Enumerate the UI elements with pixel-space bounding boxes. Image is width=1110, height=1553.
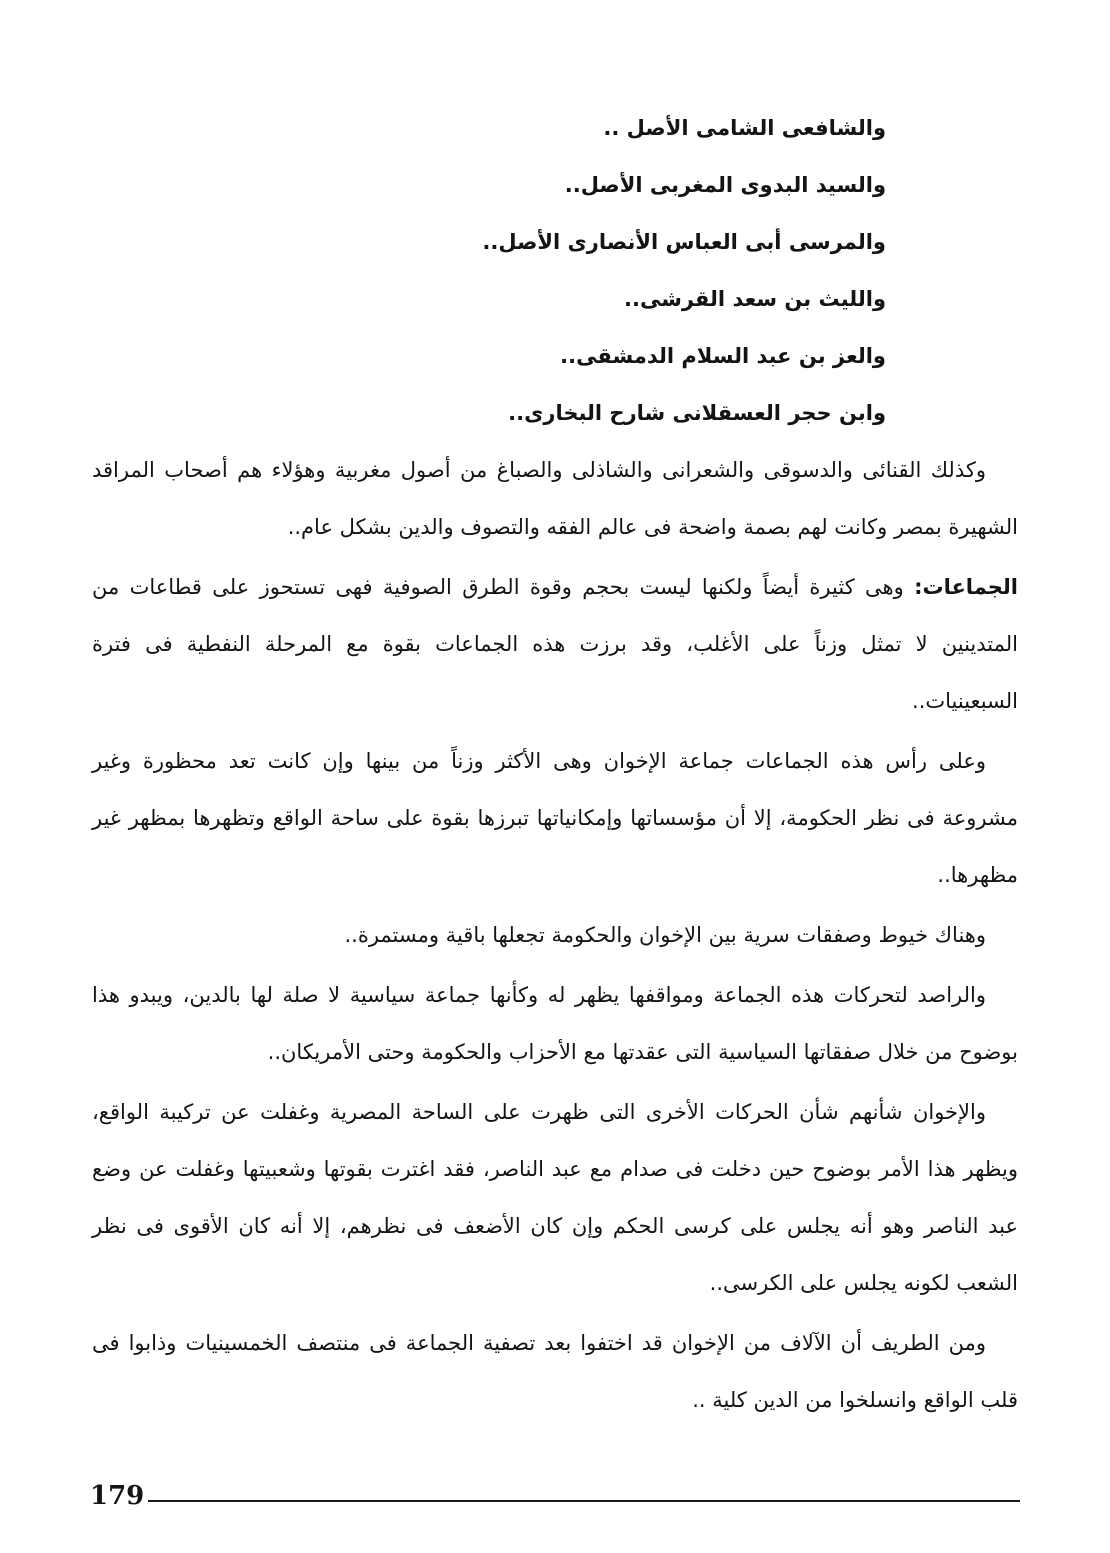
paragraph-sufi-origins: وكذلك القنائى والدسوقى والشعرانى والشاذلى والصباغ من أصول مغربية وهؤلاء هم أصحاب المراقد الشهيرة بمصر وكانت لهم بصمة واضحة فى عالم الفقه والتصوف والدين بشكل عام.. [92,458,1018,539]
paragraph-nasser: والإخوان شأنهم شأن الحركات الأخرى التى ظهرت على الساحة المصرية وغفلت عن تركيبة الواقع، ويظهر هذا الأمر بوضوح حين دخلت فى صدام مع عبد الناصر، فقد اغترت بقوتها وشعبيتها وغفلت عن وضع عبد الناصر وهو أنه يجلس على كرسى الحكم وإن كان الأضعف فى نظرهم، إلا أنه كان الأقوى فى نظر الشعب لكونه يجلس على الكرسى.. [92,1100,1018,1295]
list-line: والمرسى أبى العباس الأنصارى الأصل.. [482,230,886,254]
list-line: والليث بن سعد القرشى.. [624,287,886,311]
footer-rule [148,1500,1020,1502]
paragraph-groups [92,559,1018,730]
paragraph-lead-word: الجماعات: [914,575,1018,599]
list-line: والشافعى الشامى الأصل .. [603,116,886,140]
list-line: والسيد البدوى المغربى الأصل.. [564,173,886,197]
paragraph-brotherhood: وعلى رأس هذه الجماعات جماعة الإخوان وهى الأكثر وزناً من بينها وإن كانت تعد محظورة وغير مشروعة فى نظر الحكومة، إلا أن مؤسساتها وإمكانياتها تبرزها بقوة على ساحة الواقع وتظهرها بمظهر غير مظهرها.. [92,749,1018,887]
paragraph-groups-text: وهى كثيرة أيضاً ولكنها ليست بحجم وقوة الطرق الصوفية فهى تستحوز على قطاعات من المتدينين لا تمثل وزناً على الأغلب، وقد برزت هذه الجماعات بقوة مع المرحلة النفطية فى فترة السبعينيات.. [92,575,1018,713]
paragraph-secret-deals: وهناك خيوط وصفقات سرية بين الإخوان والحكومة تجعلها باقية ومستمرة.. [344,923,986,947]
paragraph-fifties: ومن الطريف أن الآلاف من الإخوان قد اختفوا بعد تصفية الجماعة فى منتصف الخمسينيات وذابوا فى قلب الواقع وانسلخوا من الدين كلية .. [92,1331,1018,1412]
paragraph-observer: والراصد لتحركات هذه الجماعة ومواقفها يظهر له وكأنها جماعة سياسية لا صلة لها بالدين، ويبدو هذا بوضوح من خلال صفقاتها السياسية التى عقدتها مع الأحزاب والحكومة وحتى الأمريكان.. [92,983,1018,1064]
list-line: وابن حجر العسقلانى شارح البخارى.. [508,401,886,425]
list-line: والعز بن عبد السلام الدمشقى.. [560,344,886,368]
page-body [92,100,1018,1432]
page-footer [90,1476,1020,1516]
page-number: 179 [90,1481,145,1511]
